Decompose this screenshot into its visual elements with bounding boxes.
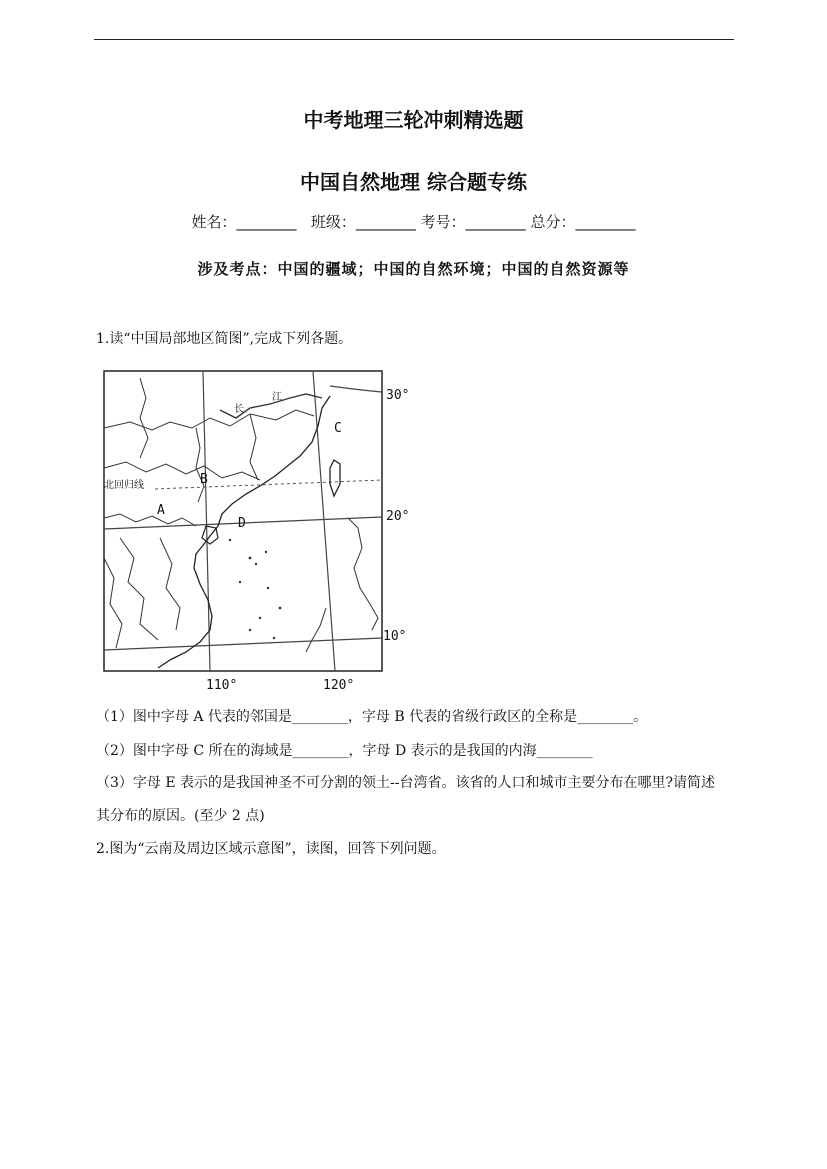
lat-20-label: 20° xyxy=(386,509,410,524)
province-border xyxy=(140,378,148,458)
name-field: 姓名：________ xyxy=(191,213,297,231)
country-border xyxy=(160,538,180,630)
letter-c: C xyxy=(334,421,342,436)
philippines-coast xyxy=(348,518,378,630)
page-subtitle: 中国自然地理 综合题专练 xyxy=(300,170,527,194)
exam-number-field: 考号：________ xyxy=(420,213,526,231)
question-2-intro: 2.图为“云南及周边区域示意图”，读图，回答下列问题。 xyxy=(96,841,446,857)
question-1-part-3-line-2: 其分布的原因。(至少 2 点) xyxy=(96,808,265,824)
tropic-label: 北回归线 xyxy=(104,480,144,491)
lat-30-label: 30° xyxy=(386,388,410,403)
question-1-intro: 1.读“中国局部地区简图”,完成下列各题。 xyxy=(96,331,353,347)
south-china-sea-islands xyxy=(229,539,282,639)
lat-10-label: 10° xyxy=(383,629,407,644)
question-1-part-2: （2）图中字母 C 所在的海域是________，字母 D 表示的是我国的内海________ xyxy=(96,743,593,759)
river-label-jiang: 江 xyxy=(272,392,282,403)
topics-line: 涉及考点：中国的疆域；中国的自然环境；中国的自然资源等 xyxy=(197,260,630,278)
latitude-30-line xyxy=(330,386,382,392)
china-regional-map xyxy=(100,368,410,693)
coastline xyxy=(158,396,330,668)
class-field: 班级：________ xyxy=(310,213,416,231)
country-border xyxy=(104,558,122,648)
tropic-of-cancer-line xyxy=(155,480,382,489)
page-title: 中考地理三轮冲刺精选题 xyxy=(303,108,524,132)
longitude-110-line xyxy=(203,371,210,671)
letter-a: A xyxy=(157,503,165,518)
score-field: 总分：________ xyxy=(530,213,636,231)
province-border xyxy=(250,414,258,480)
taiwan-island xyxy=(330,460,340,496)
lon-110-label: 110° xyxy=(206,678,238,693)
header-rule xyxy=(94,39,734,40)
longitude-120-line xyxy=(313,371,335,671)
province-border xyxy=(104,410,314,430)
question-1-part-3-line-1: （3）字母 E 表示的是我国神圣不可分割的领土--台湾省。该省的人口和城市主要分布在哪里?请简述 xyxy=(96,775,715,791)
river-label-chang: 长 xyxy=(234,404,244,415)
letter-d: D xyxy=(238,516,246,531)
lon-120-label: 120° xyxy=(323,678,355,693)
letter-b: B xyxy=(200,472,208,487)
province-border xyxy=(104,462,260,480)
palawan-coast xyxy=(306,608,326,652)
student-info-line xyxy=(0,211,827,232)
country-border xyxy=(104,514,196,526)
country-border xyxy=(120,538,158,640)
question-1-part-1: （1）图中字母 A 代表的邻国是________，字母 B 代表的省级行政区的全称是________。 xyxy=(96,709,648,725)
latitude-10-line xyxy=(104,638,382,650)
province-border xyxy=(196,428,204,502)
